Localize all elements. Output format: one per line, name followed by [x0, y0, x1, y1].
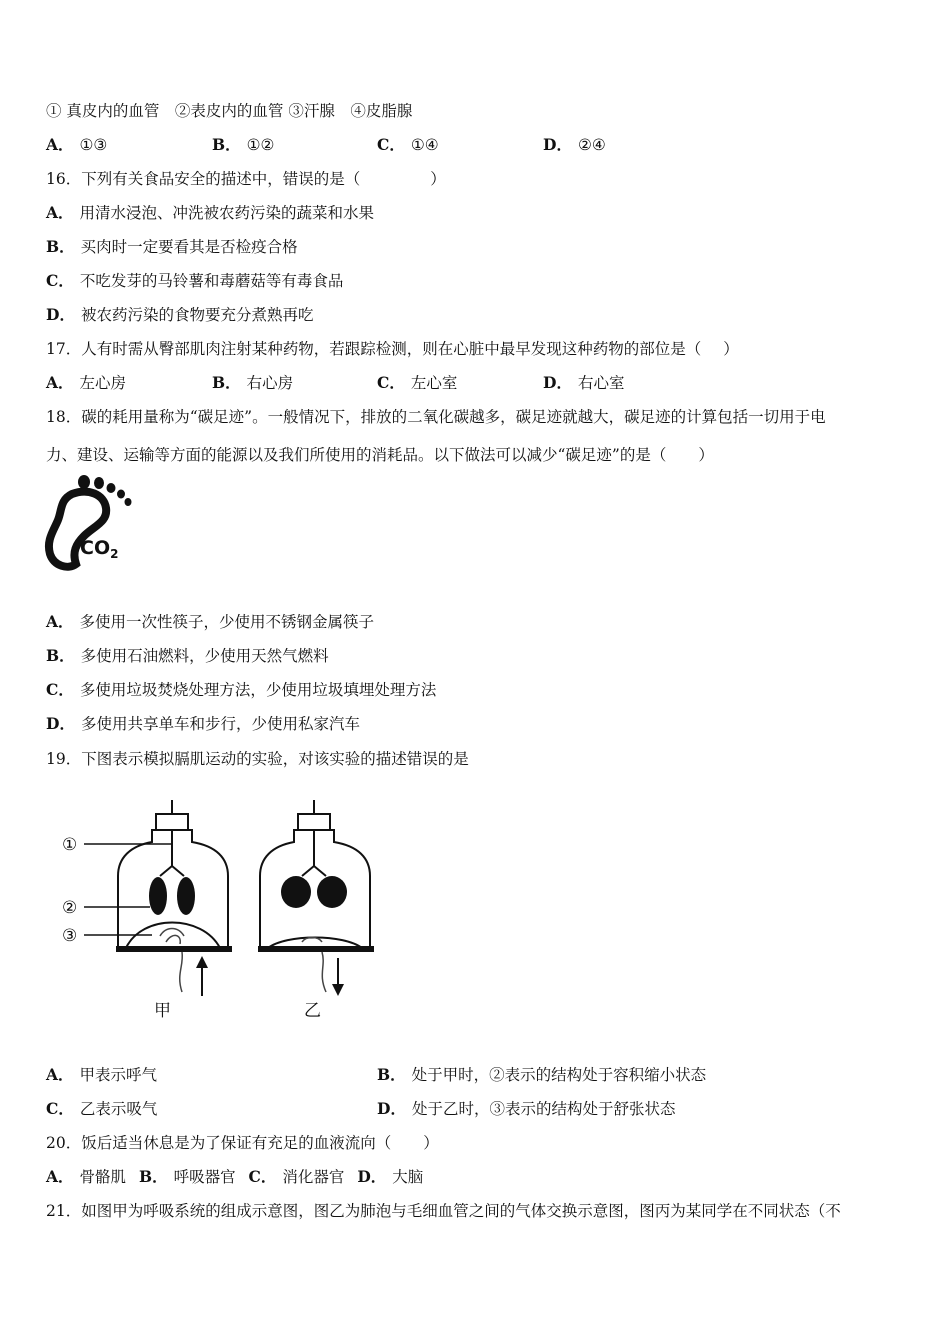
- q19-choice-a: A． 甲表示呼气: [46, 1065, 158, 1084]
- q19-stem: 19．下图表示模拟膈肌运动的实验，对该实验的描述错误的是: [46, 750, 469, 768]
- jar-jia-lung-left: [149, 877, 167, 915]
- jar-yi-stopper: [298, 814, 330, 830]
- marker-3: ③: [62, 926, 78, 946]
- co2-label: $CO_2$: [80, 537, 119, 561]
- q16-stem: 16．下列有关食品安全的描述中，错误的是（ ）: [46, 170, 446, 188]
- jar-yi-lung-left: [281, 876, 311, 908]
- q19-choice-b: B． 处于甲时，②表示的结构处于容积缩小状态: [377, 1065, 707, 1084]
- q21-stem: 21．如图甲为呼吸系统的组成示意图，图乙为肺泡与毛细血管之间的气体交换示意图，图丙为某同学在不同状态（不: [46, 1202, 841, 1220]
- caption-jia: 甲: [154, 1001, 171, 1021]
- q15-choice-c: C． ①④: [377, 135, 439, 154]
- q17-choice-b: B． 右心房: [212, 373, 294, 392]
- q17-choice-a: A． 左心房: [46, 373, 127, 392]
- jar-jia: [116, 800, 232, 996]
- q16-choice-a: A． 用清水浸泡、冲洗被农药污染的蔬菜和水果: [46, 203, 375, 222]
- footprint-toe-1: [78, 475, 90, 489]
- carbon-footprint-figure: [44, 474, 140, 578]
- jar-jia-stopper: [156, 814, 188, 830]
- marker-2: ②: [62, 898, 78, 918]
- q18-choice-d: D． 多使用共享单车和步行，少使用私家汽车: [46, 714, 360, 733]
- jar-jia-lung-right: [177, 877, 195, 915]
- q18-stem-line2: 力、建设、运输等方面的能源以及我们所使用的消耗品。以下做法可以减少“碳足迹”的是（ ）: [46, 446, 714, 464]
- footprint-toe-3: [107, 483, 116, 493]
- q17-stem: 17．人有时需从臀部肌肉注射某种药物，若跟踪检测，则在心脏中最早发现这种药物的部位是（ ）: [46, 340, 739, 358]
- q17-choice-c: C． 左心室: [377, 373, 458, 392]
- q16-choice-c: C． 不吃发芽的马铃薯和毒蘑菇等有毒食品: [46, 271, 344, 290]
- jar-yi-base: [258, 946, 374, 952]
- jar-yi-lung-right: [317, 876, 347, 908]
- caption-yi: 乙: [304, 1001, 321, 1021]
- marker-1: ①: [62, 835, 78, 855]
- jar-yi: [258, 800, 374, 996]
- q19-choice-c: C． 乙表示吸气: [46, 1099, 158, 1118]
- q19-choice-d: D． 处于乙时，③表示的结构处于舒张状态: [377, 1099, 676, 1118]
- q15-choice-a: A． ①③: [46, 135, 108, 154]
- q16-choice-d: D． 被农药污染的食物要充分煮熟再吃: [46, 305, 314, 324]
- footprint-toe-5: [125, 498, 132, 506]
- q15-choice-d: D． ②④: [543, 135, 606, 154]
- q18-stem-line1: 18．碳的耗用量称为“碳足迹”。一般情况下，排放的二氧化碳越多，碳足迹就越大，碳足迹的计算包括一切用于电: [46, 408, 826, 426]
- footprint-toe-4: [117, 490, 125, 499]
- q15-options-line: ① 真皮内的血管 ②表皮内的血管 ③汗腺 ④皮脂腺: [46, 102, 413, 120]
- q15-choice-b: B． ①②: [212, 135, 275, 154]
- q20-choices: A． 骨骼肌 B． 呼吸器官 C． 消化器官 D． 大脑: [46, 1167, 424, 1186]
- q16-choice-b: B． 买肉时一定要看其是否检疫合格: [46, 237, 298, 256]
- jar-jia-base: [116, 946, 232, 952]
- q18-choice-a: A． 多使用一次性筷子，少使用不锈钢金属筷子: [46, 612, 375, 631]
- footprint-toe-2: [94, 477, 104, 489]
- diaphragm-model-figure: [56, 796, 376, 1026]
- q18-choice-c: C． 多使用垃圾焚烧处理方法，少使用垃圾填埋处理方法: [46, 680, 437, 699]
- q18-choice-b: B． 多使用石油燃料，少使用天然气燃料: [46, 646, 329, 665]
- q17-choice-d: D． 右心室: [543, 373, 625, 392]
- q20-stem: 20．饭后适当休息是为了保证有充足的血液流向（ ）: [46, 1134, 439, 1152]
